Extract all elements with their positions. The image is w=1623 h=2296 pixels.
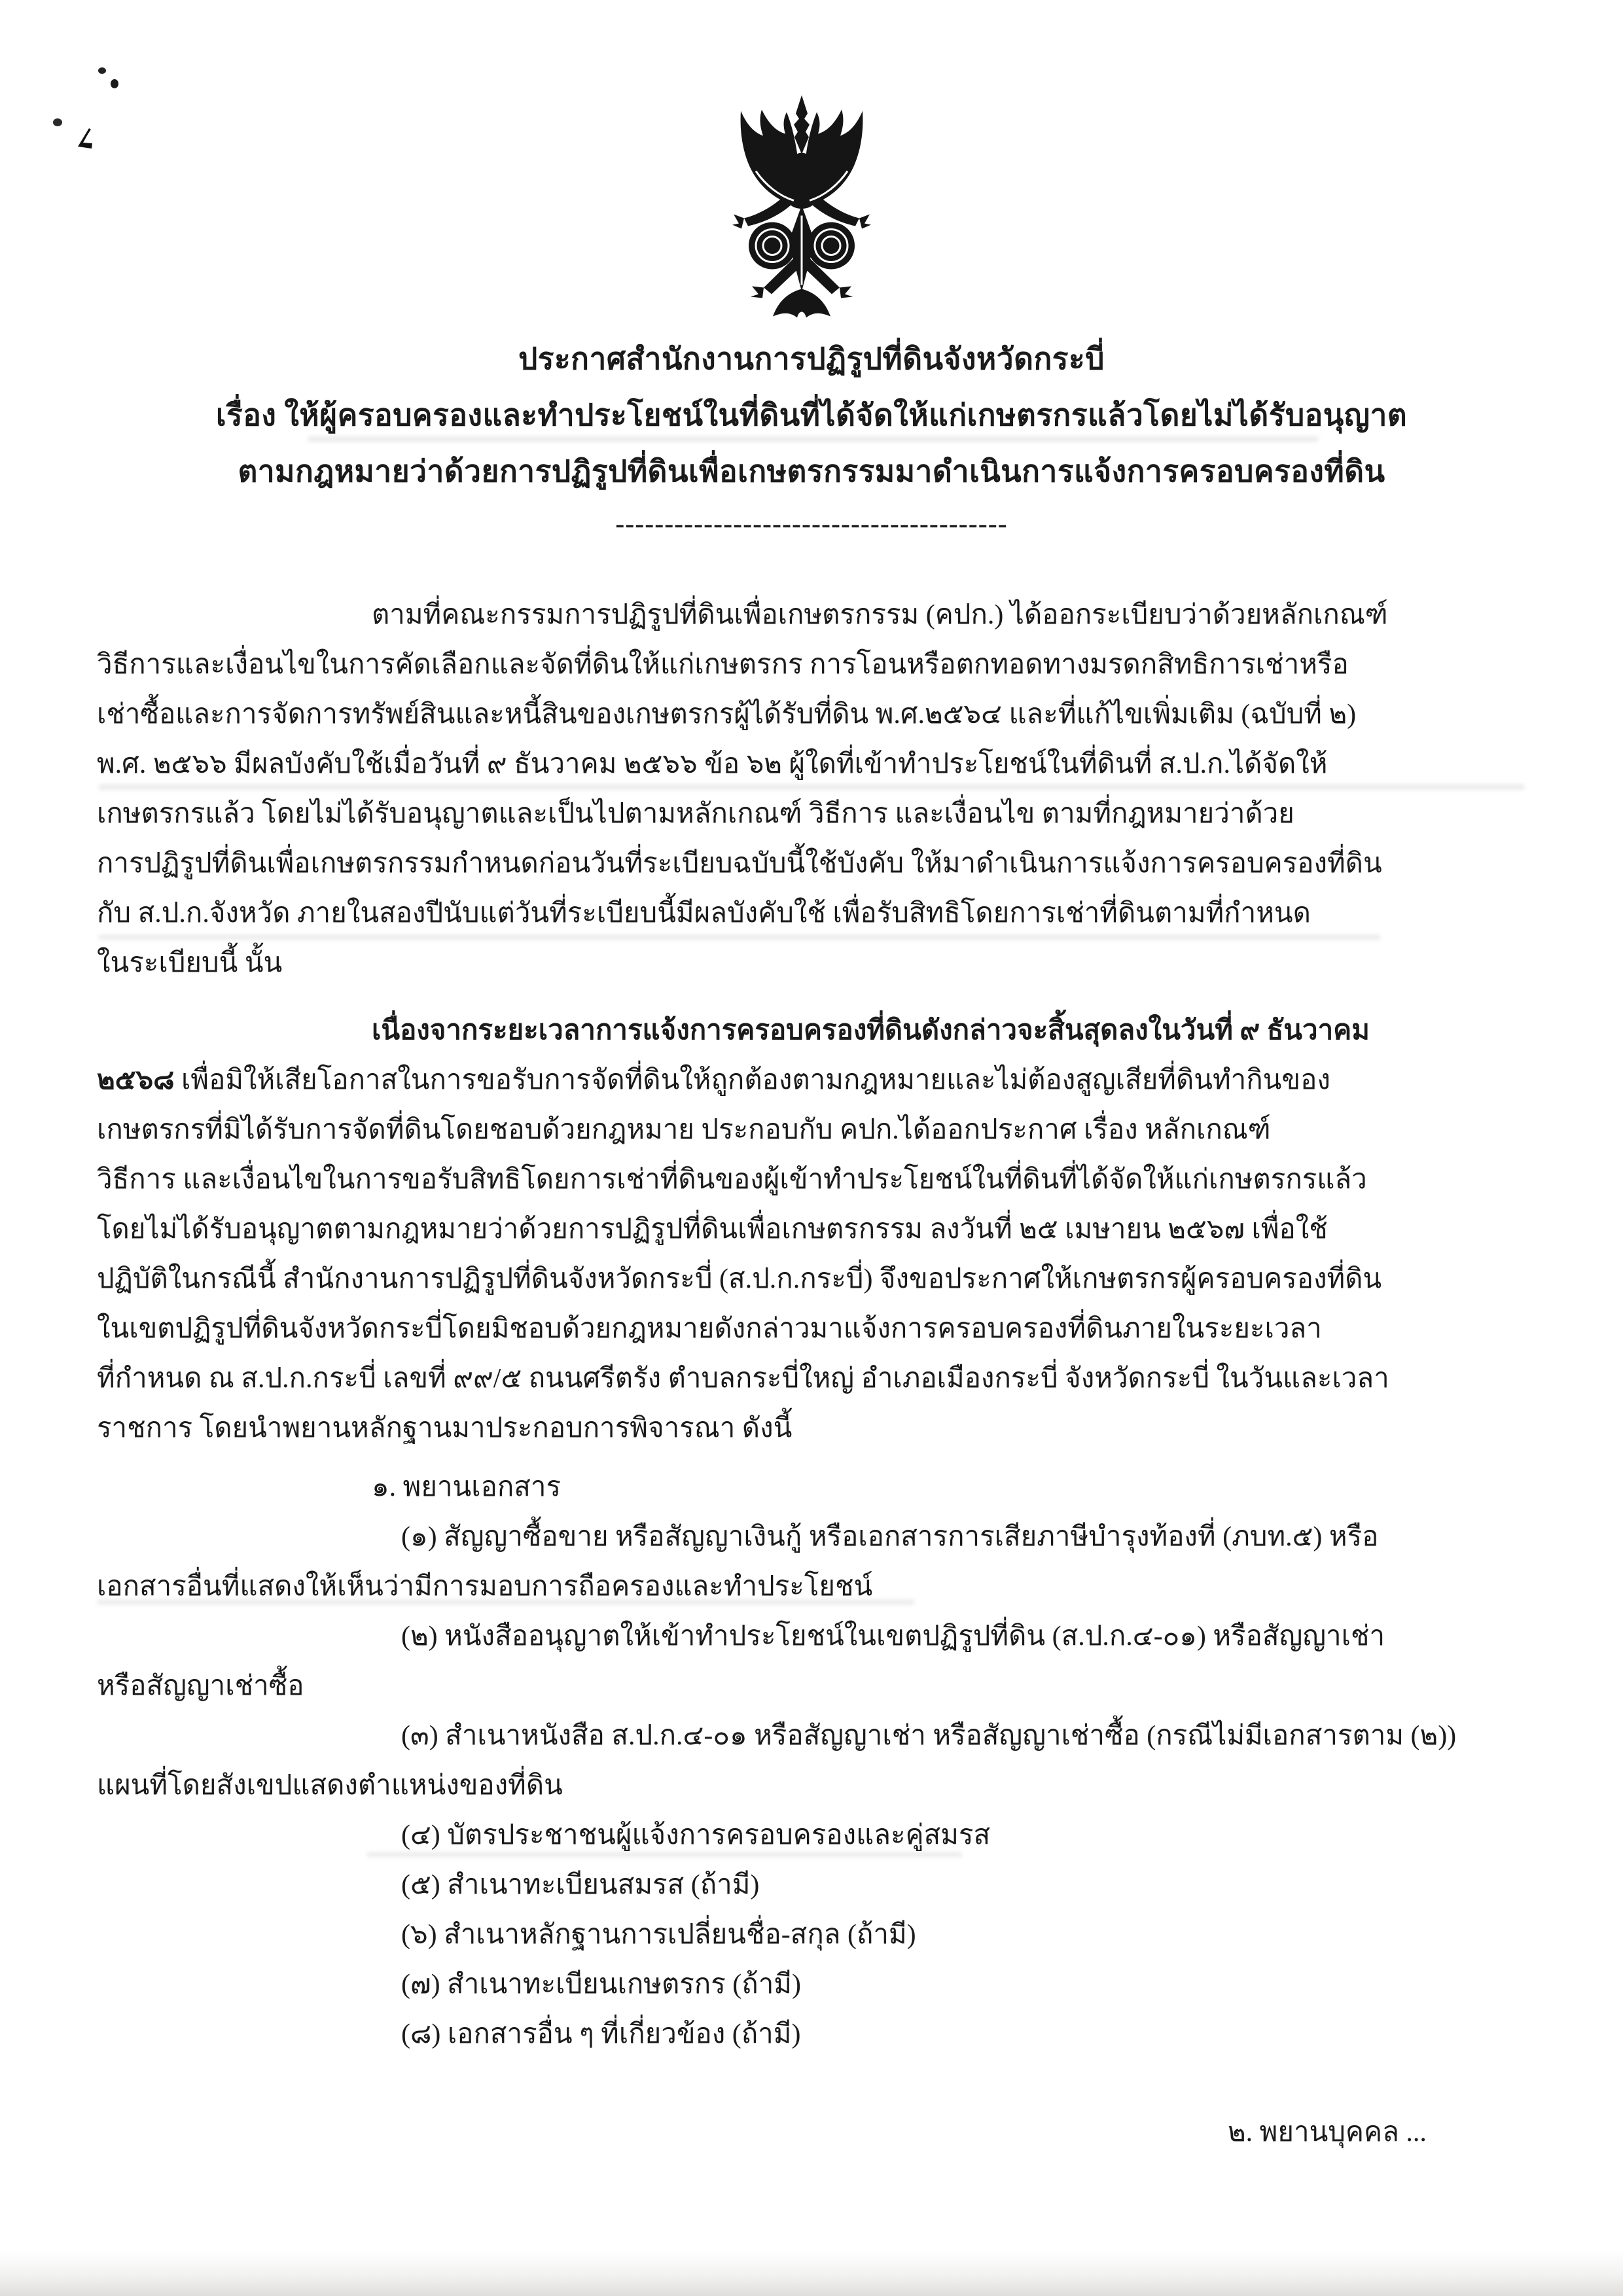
body-line: ตามที่คณะกรรมการปฏิรูปที่ดินเพื่อเกษตรกรรม (คปก.) ได้ออกระเบียบว่าด้วยหลักเกณฑ์ xyxy=(372,600,1388,630)
body-line: ๒๕๖๘ เพื่อมิให้เสียโอกาสในการขอรับการจัดที่ดินให้ถูกต้องตามกฎหมายและไม่ต้องสูญเสียที่ดินทำกินของ xyxy=(97,1065,1330,1095)
title-line-1: ประกาศสำนักงานการปฏิรูปที่ดินจังหวัดกระบี่ xyxy=(518,342,1105,376)
continuation-note: ๒. พยานบุคคล ... xyxy=(1228,2117,1427,2147)
document-title-block xyxy=(0,331,1623,500)
scan-streak xyxy=(98,784,1525,790)
body-line: ที่กำหนด ณ ส.ป.ก.กระบี่ เลขที่ ๙๙/๕ ถนนศรีตรัง ตำบลกระบี่ใหญ่ อำเภอเมืองกระบี่ จังหวัดกระบี่ ในวันและเวลา xyxy=(97,1364,1389,1394)
body-line: ราชการ โดยนำพยานหลักฐานมาประกอบการพิจารณา ดังนี้ xyxy=(97,1413,793,1443)
body-line: (๘) เอกสารอื่น ๆ ที่เกี่ยวข้อง (ถ้ามี) xyxy=(401,2019,801,2049)
body-line: เอกสารอื่นที่แสดงให้เห็นว่ามีการมอบการถือครองและทำประโยชน์ xyxy=(97,1572,873,1602)
scan-streak xyxy=(98,934,1381,940)
body-line: เนื่องจากระยะเวลาการแจ้งการครอบครองที่ดินดังกล่าวจะสิ้นสุดลงในวันที่ ๙ ธันวาคม xyxy=(372,1016,1370,1046)
tail-fan xyxy=(773,289,830,318)
garuda-emblem-icon xyxy=(710,93,893,321)
body-line: (๖) สำเนาหลักฐานการเปลี่ยนชื่อ-สกุล (ถ้ามี) xyxy=(401,1920,916,1950)
body-line: (๕) สำเนาทะเบียนสมรส (ถ้ามี) xyxy=(401,1870,760,1900)
dashed-divider: ---------------------------------------- xyxy=(615,509,1008,539)
body-line: (๑) สัญญาซื้อขาย หรือสัญญาเงินกู้ หรือเอกสารการเสียภาษีบำรุงท้องที่ (ภบท.๕) หรือ xyxy=(401,1522,1379,1552)
body-line: พ.ศ. ๒๕๖๖ มีผลบังคับใช้เมื่อวันที่ ๙ ธันวาคม ๒๕๖๖ ข้อ ๖๒ ผู้ใดที่เข้าทำประโยชน์ในที่ดินที่ ส.ป.ก.ได้จัดให้ xyxy=(97,749,1328,779)
ink-marks xyxy=(0,0,196,196)
body-line: (๔) บัตรประชาชนผู้แจ้งการครอบครองและคู่สมรส xyxy=(401,1820,991,1850)
body-line: แผนที่โดยสังเขปแสดงตำแหน่งของที่ดิน xyxy=(97,1771,563,1801)
body-line: เกษตรกรที่มิได้รับการจัดที่ดินโดยชอบด้วยกฎหมาย ประกอบกับ คปก.ได้ออกประกาศ เรื่อง หลักเกณฑ์ xyxy=(97,1115,1271,1145)
body-line: เช่าซื้อและการจัดการทรัพย์สินและหนี้สินของเกษตรกรผู้ได้รับที่ดิน พ.ศ.๒๕๖๔ และที่แก้ไขเพิ่มเติม (ฉบับที่ ๒) xyxy=(97,699,1357,730)
title-line-3: ตามกฎหมายว่าด้วยการปฏิรูปที่ดินเพื่อเกษตรกรรมมาดำเนินการแจ้งการครอบครองที่ดิน xyxy=(238,455,1385,488)
body-lines xyxy=(97,590,1530,2059)
body-line: ๑. พยานเอกสาร xyxy=(372,1472,562,1502)
body-line: วิธีการและเงื่อนไขในการคัดเลือกและจัดที่ดินให้แก่เกษตรกร การโอนหรือตกทอดทางมรดกสิทธิการเช่าหรือ xyxy=(97,650,1349,680)
body-line: การปฏิรูปที่ดินเพื่อเกษตรกรรมกำหนดก่อนวันที่ระเบียบฉบับนี้ใช้บังคับ ให้มาดำเนินการแจ้งการครอบครองที่ดิน xyxy=(97,849,1382,879)
body-line: ในเขตปฏิรูปที่ดินจังหวัดกระบี่โดยมิชอบด้วยกฎหมายดังกล่าวมาแจ้งการครอบครองที่ดินภายในระยะเวลา xyxy=(97,1314,1322,1344)
scan-streak xyxy=(308,436,1319,442)
body-line: เกษตรกรแล้ว โดยไม่ได้รับอนุญาตและเป็นไปตามหลักเกณฑ์ วิธีการ และเงื่อนไข ตามที่กฎหมายว่าด้วย xyxy=(97,799,1294,829)
body-line: โดยไม่ได้รับอนุญาตตามกฎหมายว่าด้วยการปฏิรูปที่ดินเพื่อเกษตรกรรม ลงวันที่ ๒๕ เมษายน ๒๕๖๗ เพื่อใช้ xyxy=(97,1214,1328,1245)
body-line: (๒) หนังสืออนุญาตให้เข้าทำประโยชน์ในเขตปฏิรูปที่ดิน (ส.ป.ก.๔-๐๑) หรือสัญญาเช่า xyxy=(401,1621,1385,1651)
body-line: กับ ส.ป.ก.จังหวัด ภายในสองปีนับแต่วันที่ระเบียบนี้มีผลบังคับใช้ เพื่อรับสิทธิโดยการเช่าที่ดินตามที่กำหนด xyxy=(97,898,1311,928)
body-line: (๗) สำเนาทะเบียนเกษตรกร (ถ้ามี) xyxy=(401,1969,801,2000)
body-line: ปฏิบัติในกรณีนี้ สำนักงานการปฏิรูปที่ดินจังหวัดกระบี่ (ส.ป.ก.กระบี่) จึงขอประกาศให้เกษตรกรผู้ครอบครองที่ดิน xyxy=(97,1264,1382,1294)
body-line: วิธีการ และเงื่อนไขในการขอรับสิทธิโดยการเช่าที่ดินของผู้เข้าทำประโยชน์ในที่ดินที่ได้จัดให้แก่เกษตรกรแล้ว xyxy=(97,1165,1367,1195)
body-line: (๓) สำเนาหนังสือ ส.ป.ก.๔-๐๑ หรือสัญญาเช่า หรือสัญญาเช่าซื้อ (กรณีไม่มีเอกสารตาม (๒)) xyxy=(401,1721,1457,1751)
scan-edge-shadow xyxy=(0,2250,1623,2296)
body-line: หรือสัญญาเช่าซื้อ xyxy=(97,1671,304,1701)
scan-streak xyxy=(97,1599,915,1605)
body-line: ในระเบียบนี้ นั้น xyxy=(97,948,283,978)
scan-streak xyxy=(366,1852,962,1858)
crown-spire xyxy=(794,96,810,154)
title-subject-line: เรื่อง ให้ผู้ครอบครองและทำประโยชน์ในที่ดินที่ได้จัดให้แก่เกษตรกรแล้วโดยไม่ได้รับอนุญาต xyxy=(215,398,1408,432)
